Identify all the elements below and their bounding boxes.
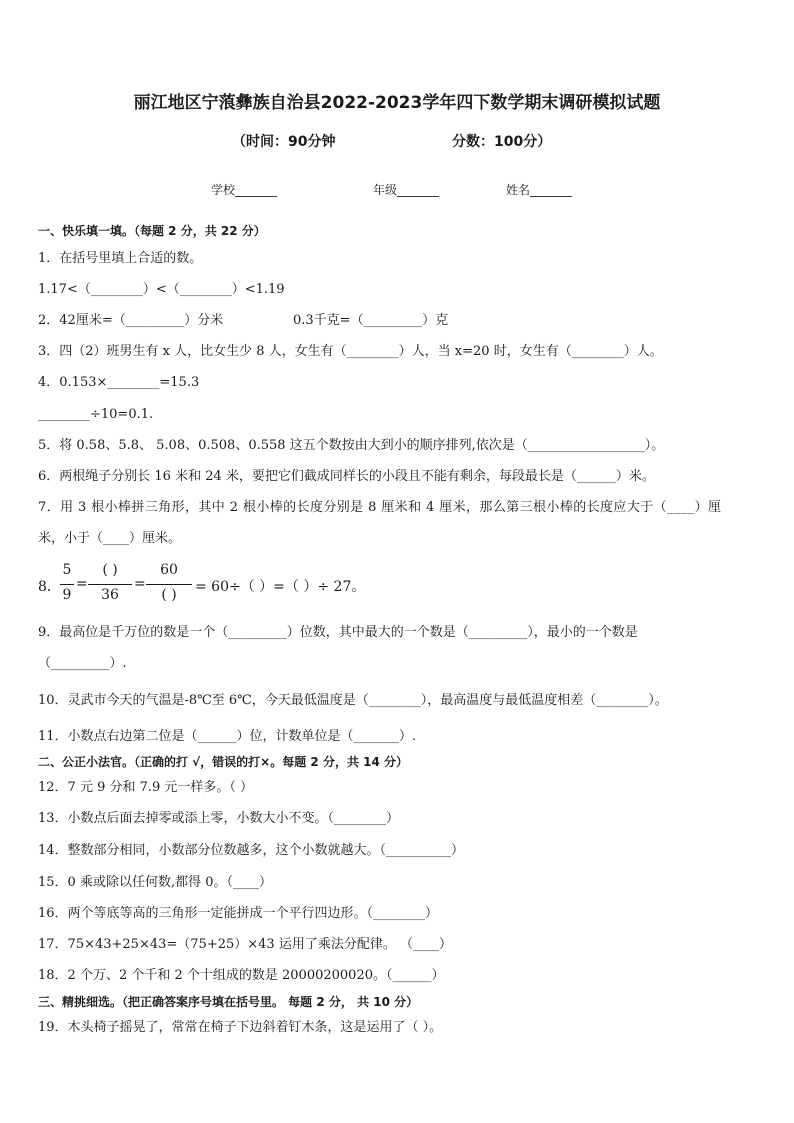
question-18: 18．2 个万、2 个千和 2 个十组成的数是 20000200020。（______） <box>38 968 445 983</box>
question-17: 17．75×43+25×43=（75+25）×43 运用了乘法分配律。 （____） <box>38 937 452 952</box>
question-8-label: 8． <box>38 579 61 595</box>
question-19: 19．木头椅子摇晃了，常常在椅子下边斜着钉木条，这是运用了（ ）。 <box>38 1020 443 1035</box>
fraction-2-denominator: 36 <box>101 587 119 603</box>
question-13: 13．小数点后面去掉零或添上零，小数大小不变。（________） <box>38 811 400 826</box>
grade-field: 年级_______ <box>373 183 440 197</box>
question-9a: 9．最高位是千万位的数是一个（_________）位数，其中最大的一个数是（_________），最小的一个数是 <box>38 625 638 640</box>
question-8-equation <box>38 560 458 610</box>
question-6: 6．两根绳子分别长 16 米和 24 米，要把它们截成同样长的小段且不能有剩余，每段最长是（______）米。 <box>38 469 655 484</box>
fraction-1-denominator: 9 <box>62 587 72 603</box>
question-5: 5．将 0.58、5.8、 5.08、0.508、0.558 这五个数按由大到小的顺序排列,依次是（__________________）。 <box>38 438 665 453</box>
question-15: 15．0 乘或除以任何数,都得 0。（____） <box>38 875 272 890</box>
question-2a: 2．42厘米=（_________）分米 <box>38 313 224 328</box>
exam-title: 丽江地区宁蒗彝族自治县2022-2023学年四下数学期末调研模拟试题 <box>133 93 661 113</box>
question-4b: ________÷10=0.1. <box>38 407 154 422</box>
exam-time: （时间：90分钟 <box>232 134 336 150</box>
section3-heading: 三、精挑细选。（把正确答案序号填在括号里。 每题 2 分， 共 10 分） <box>38 995 419 1009</box>
question-3: 3．四（2）班男生有 x 人，比女生少 8 人，女生有（________）人，当 x=20 时，女生有（________）人。 <box>38 344 663 359</box>
question-1-blanks: 1.17<（________）<（________）<1.19 <box>38 282 285 297</box>
question-12: 12．7 元 9 分和 7.9 元一样多。（ ） <box>38 780 254 795</box>
name-field: 姓名_______ <box>506 183 573 197</box>
fraction-3-denominator: ( ) <box>161 587 177 603</box>
equals-sign-2: = <box>134 576 146 592</box>
question-10: 10．灵武市今天的气温是-8℃至 6℃，今天最低温度是（________），最高温度与最低温度相差（________）。 <box>38 693 668 708</box>
question-14: 14．整数部分相同，小数部分位数越多，这个小数就越大。（__________） <box>38 843 465 858</box>
question-7a: 7．用 3 根小棒拼三角形，其中 2 根小棒的长度分别是 8 厘米和 4 厘米，那么第三根小棒的长度应大于（____）厘 <box>38 500 722 515</box>
fraction-1-numerator: 5 <box>62 562 72 578</box>
question-4a: 4．0.153×________=15.3 <box>38 375 200 390</box>
fraction-3-bar <box>146 584 192 585</box>
fraction-2-numerator: ( ) <box>102 562 118 578</box>
question-1: 1．在括号里填上合适的数。 <box>38 251 203 266</box>
equals-sign: = <box>76 576 88 592</box>
fraction-3-numerator: 60 <box>160 562 178 578</box>
exam-score: 分数：100分） <box>452 134 552 150</box>
question-2b: 0.3千克=（_________）克 <box>293 313 449 328</box>
question-11: 11．小数点右边第二位是（______）位，计数单位是（_______）. <box>38 729 417 744</box>
question-9b: （_________）. <box>38 656 127 671</box>
section1-heading: 一、快乐填一填。（每题 2 分，共 22 分） <box>38 224 266 238</box>
question-7b: 米，小于（____）厘米。 <box>38 531 182 546</box>
question-8-tail: = 60÷（ ）=（ ）÷ 27。 <box>195 579 366 595</box>
section2-heading: 二、公正小法官。（正确的打 √，错误的打×。每题 2 分，共 14 分） <box>38 755 408 769</box>
fraction-1-bar <box>60 584 74 585</box>
school-field: 学校_______ <box>211 183 278 197</box>
question-16: 16．两个等底等高的三角形一定能拼成一个平行四边形。（________） <box>38 906 439 921</box>
fraction-2-bar <box>88 584 132 585</box>
